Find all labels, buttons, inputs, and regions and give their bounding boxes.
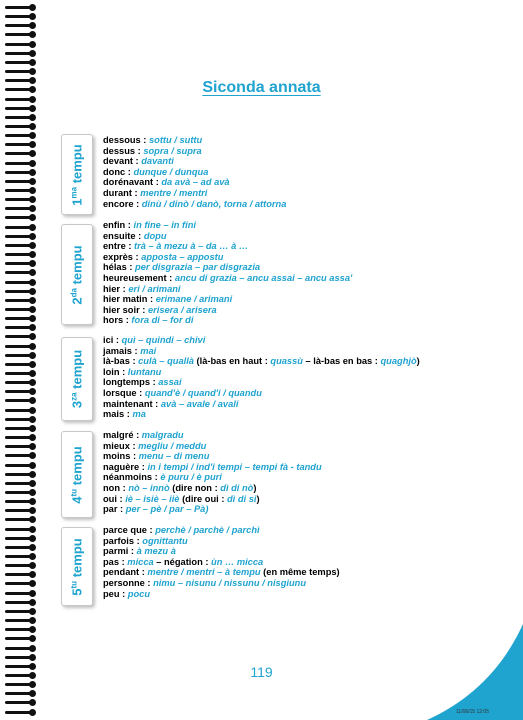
corsican-translation: dopu (143, 230, 167, 241)
spiral-ring (3, 646, 35, 651)
vocab-row (103, 356, 503, 367)
french-term: moins : (103, 451, 139, 462)
spiral-ring (3, 325, 35, 330)
corsican-translation: parchè (193, 525, 224, 535)
vocab-row (103, 494, 503, 505)
spiral-ring (3, 115, 35, 120)
spiral-ring (3, 572, 35, 577)
spiral-ring (3, 563, 35, 568)
corsican-translation: avà – avale (160, 398, 210, 409)
corner-triangle-decoration (413, 610, 523, 720)
corsican-translation: parchì (231, 525, 260, 535)
spiral-ring (3, 161, 35, 166)
french-term: mieux : (103, 440, 139, 451)
corsican-translation: ùn … micca (211, 556, 264, 567)
corsican-translation: danò, torna (196, 198, 248, 209)
vocab-row (103, 377, 503, 388)
corsican-translation: ma (132, 409, 146, 420)
french-term: pas : (103, 556, 128, 567)
french-term: oui : (103, 493, 126, 504)
corsican-translation: / (178, 304, 187, 315)
spiral-ring (3, 618, 35, 623)
spiral-ring (3, 426, 35, 431)
corsican-translation: erisera (147, 304, 179, 315)
french-term: ensuite : (103, 230, 144, 241)
vocab-row (103, 284, 503, 295)
french-term: devant : (103, 156, 142, 167)
vocab-row (103, 273, 503, 284)
corsican-translation: nissunu (223, 577, 260, 588)
vocab-row (103, 146, 503, 157)
vocab-row (103, 578, 503, 589)
section-tab-label: $4^{tu}$ tempu (69, 445, 85, 504)
section-tab-label: $2^{da}$ tempu (69, 244, 85, 305)
corsican-translation: dinù (141, 198, 162, 209)
print-stamp: 11/06/15 12:05 (456, 709, 489, 715)
corsican-translation: ind'i tempi – tempi fà - tandu (196, 461, 322, 472)
french-term: non : (103, 482, 129, 493)
spiral-ring (3, 215, 35, 220)
corsican-translation: nisgiunu (267, 577, 306, 588)
vocab-row (103, 430, 503, 441)
corsican-translation: fora di – for di (131, 315, 194, 326)
french-term: (en même temps) (260, 567, 340, 578)
french-term: ici : (103, 335, 122, 345)
corsican-translation: / (180, 387, 188, 398)
vocab-row (103, 156, 503, 167)
french-term: maintenant : (103, 398, 161, 409)
spiral-ring (3, 124, 35, 129)
french-term: donc : (103, 166, 134, 177)
corsican-translation: ognittantu (142, 535, 188, 546)
vocab-row (103, 525, 503, 536)
corsican-translation: erimane (155, 294, 192, 305)
french-term: là-bas : (103, 356, 139, 367)
spiral-ring (3, 408, 35, 413)
spiral-ring (3, 453, 35, 458)
spiral-ring (3, 170, 35, 175)
spiral-ring (3, 499, 35, 504)
corsican-translation: quandu (228, 387, 262, 398)
spiral-ring (3, 225, 35, 230)
corsican-translation: / (171, 187, 179, 198)
spiral-ring (3, 627, 35, 632)
french-term: dorénavant : (103, 177, 162, 188)
section-tab-2 (61, 224, 93, 325)
corsican-translation: / (188, 461, 196, 472)
corsican-translation: supra (176, 145, 202, 156)
corsican-translation: / (223, 525, 232, 535)
vocab-row (103, 188, 503, 199)
section-tab-1 (61, 134, 93, 215)
corsican-translation: meddu (175, 440, 207, 451)
french-term: naguère : (103, 461, 148, 472)
spiral-ring (3, 42, 35, 47)
corsican-translation: / (167, 166, 175, 177)
corsican-translation: malgradu (141, 430, 184, 440)
spiral-ring (3, 508, 35, 513)
spiral-ring (3, 600, 35, 605)
french-term: hier matin : (103, 294, 156, 305)
spiral-ring (3, 554, 35, 559)
spiral-ring (3, 334, 35, 339)
vocab-row (103, 546, 503, 557)
french-term: parce que : (103, 525, 156, 535)
corsican-translation: assai (158, 377, 182, 388)
french-term: hors : (103, 315, 132, 326)
spiral-ring (3, 5, 35, 10)
spiral-ring (3, 188, 35, 193)
corsican-translation: megliu (138, 440, 169, 451)
corsican-translation: sopra (143, 145, 169, 156)
french-term: (dire oui : (179, 493, 227, 504)
french-term: – négation : (153, 556, 212, 567)
spiral-ring (3, 609, 35, 614)
spiral-ring (3, 142, 35, 147)
vocab-row (103, 483, 503, 494)
french-term: ) (256, 493, 260, 504)
spiral-ring (3, 700, 35, 705)
spiral-ring (3, 243, 35, 248)
vocab-row (103, 504, 503, 515)
vocab-row (103, 346, 503, 357)
vocab-list-2 (103, 220, 503, 326)
french-term: (dire non : (169, 482, 221, 493)
corsican-translation: quand'i (187, 387, 221, 398)
corsican-translation: mai (140, 345, 157, 356)
french-term: par : (103, 504, 126, 515)
french-term: hier soir : (103, 304, 148, 315)
corsican-translation: mentre (147, 567, 179, 578)
french-term: – là-bas en bas : (302, 356, 381, 367)
corsican-translation: / (139, 283, 148, 294)
spiral-ring (3, 60, 35, 65)
spiral-ring (3, 362, 35, 367)
corsican-translation: per – pè (125, 504, 162, 515)
spiral-ring (3, 206, 35, 211)
french-term: durant : (103, 187, 141, 198)
page-number: 119 (250, 664, 273, 680)
corsican-translation: dì di sì (227, 493, 257, 504)
spiral-ring (3, 97, 35, 102)
spiral-ring (3, 591, 35, 596)
spiral-ring (3, 527, 35, 532)
corsican-translation: mentre (140, 187, 172, 198)
vocab-row (103, 231, 503, 242)
vocab-row (103, 305, 503, 316)
corsican-translation: / (216, 577, 224, 588)
vocab-row (103, 557, 503, 568)
spiral-ring (3, 655, 35, 660)
spiral-ring (3, 398, 35, 403)
corsican-translation: / (178, 567, 187, 578)
french-term: malgré : (103, 430, 142, 440)
corsican-translation: attorna (254, 198, 287, 209)
spiral-ring (3, 280, 35, 285)
corsican-translation: dì di nò (220, 482, 254, 493)
corsican-translation: è puri (196, 472, 222, 483)
vocab-row (103, 451, 503, 462)
section-tab-label: $5^{tu}$ tempu (69, 537, 85, 596)
spiral-ring (3, 490, 35, 495)
spiral-ring (3, 481, 35, 486)
corsican-translation: dunqua (174, 166, 209, 177)
french-term: peu : (103, 588, 128, 599)
corsican-translation: trà – à mezu à – da … à … (134, 241, 249, 252)
corsican-translation: davanti (141, 156, 174, 167)
corsican-translation: / (171, 135, 180, 145)
french-term: ) (253, 482, 257, 493)
french-term: longtemps : (103, 377, 159, 388)
french-term: lorsque : (103, 387, 145, 398)
vocab-row (103, 315, 503, 326)
french-term: exprès : (103, 251, 142, 262)
vocab-row (103, 536, 503, 547)
french-term: personne : (103, 577, 154, 588)
corsican-translation: dinò (169, 198, 189, 209)
vocab-row (103, 252, 503, 263)
vocab-list-3 (103, 335, 503, 420)
spiral-ring (3, 298, 35, 303)
corsican-translation: à mezu à (136, 546, 176, 557)
corsican-translation: quì – quindi – chivi (121, 335, 206, 345)
corsican-translation: quassù (270, 356, 303, 367)
corsican-translation: / (185, 525, 194, 535)
corsican-translation: / (247, 198, 255, 209)
vocab-list-1 (103, 135, 503, 209)
page-title: Siconda annata (202, 79, 321, 96)
vocab-row (103, 589, 503, 600)
corsican-translation: in i tempi (147, 461, 189, 472)
vocab-row (103, 409, 503, 420)
corsican-translation: quand'è (144, 387, 181, 398)
spiral-ring (3, 179, 35, 184)
spiral-ring (3, 353, 35, 358)
spiral-ring (3, 389, 35, 394)
vocab-list-4 (103, 430, 503, 515)
spiral-ring (3, 69, 35, 74)
french-term: entre : (103, 241, 134, 252)
corsican-translation: iè – isiè – iiè (125, 493, 180, 504)
french-term: encore : (103, 198, 142, 209)
corsican-translation: mentri – à tempu (186, 567, 261, 578)
corsican-translation: / (161, 198, 170, 209)
spiral-ring (3, 710, 35, 715)
spiral-ring (3, 472, 35, 477)
corsican-translation: luntanu (127, 366, 162, 377)
corsican-translation: / (188, 472, 197, 483)
corsican-translation: da avà – ad avà (161, 177, 230, 188)
corsican-translation: arimani (147, 283, 181, 294)
spiral-ring (3, 463, 35, 468)
corsican-translation: / (259, 577, 268, 588)
spiral-ring (3, 380, 35, 385)
vocab-row (103, 167, 503, 178)
corsican-translation: eri (128, 283, 140, 294)
spiral-ring (3, 106, 35, 111)
vocab-row (103, 220, 503, 231)
corsican-translation: / (188, 198, 197, 209)
corsican-translation: / (220, 387, 229, 398)
french-term: dessus : (103, 145, 144, 156)
vocab-row (103, 199, 503, 210)
vocab-row (103, 462, 503, 473)
spiral-ring (3, 23, 35, 28)
vocab-list-5 (103, 525, 503, 599)
vocab-row (103, 241, 503, 252)
section-tab-label: $1^{ma}$ tempu (69, 143, 85, 206)
vocab-row (103, 294, 503, 305)
spiral-ring (3, 417, 35, 422)
vocab-row (103, 335, 503, 346)
vocab-row (103, 472, 503, 483)
spiral-ring (3, 316, 35, 321)
corsican-translation: / (161, 504, 170, 515)
corsican-translation: micca (127, 556, 154, 567)
spiral-ring (3, 435, 35, 440)
spiral-ring (3, 270, 35, 275)
spiral-ring (3, 289, 35, 294)
french-term: mais : (103, 409, 133, 420)
french-term: néanmoins : (103, 472, 161, 483)
corsican-translation: culà – quallà (138, 356, 194, 367)
corsican-translation: arimani (199, 294, 233, 305)
corsican-translation: arisera (186, 304, 217, 315)
spiral-ring (3, 536, 35, 541)
spiral-ring (3, 344, 35, 349)
french-term: hélas : (103, 262, 136, 273)
section-tab-4 (61, 431, 93, 518)
corsican-translation: dunque (133, 166, 168, 177)
corsican-translation: quaghjò (380, 356, 417, 367)
spiral-ring (3, 252, 35, 257)
vocab-row (103, 262, 503, 273)
corsican-translation: in fine – in fini (133, 220, 196, 230)
spiral-ring (3, 636, 35, 641)
corsican-translation: ancu di grazia – ancu assai – ancu assa' (174, 272, 353, 283)
french-term: enfin : (103, 220, 134, 230)
spiral-ring (3, 51, 35, 56)
spiral-ring (3, 581, 35, 586)
spiral-ring (3, 133, 35, 138)
spiral-ring (3, 197, 35, 202)
spiral-ring (3, 307, 35, 312)
corsican-translation: mentri (178, 187, 208, 198)
corsican-translation: / (168, 440, 176, 451)
french-term: hier : (103, 283, 129, 294)
spiral-binding (0, 0, 44, 720)
french-term: jamais : (103, 345, 141, 356)
section-tab-label: $3^{za}$ tempu (69, 349, 85, 409)
spiral-ring (3, 517, 35, 522)
vocab-row (103, 367, 503, 378)
corsican-translation: pocu (127, 588, 151, 599)
vocab-row (103, 567, 503, 578)
spiral-ring (3, 444, 35, 449)
french-term: parmi : (103, 546, 137, 557)
spiral-ring (3, 151, 35, 156)
corsican-translation: / (191, 294, 200, 305)
corsican-translation: par – Pà) (169, 504, 209, 515)
french-term: parfois : (103, 535, 143, 546)
corsican-translation: nimu – nisunu (153, 577, 217, 588)
french-term: dessous : (103, 135, 149, 145)
corsican-translation: / (209, 398, 218, 409)
vocab-row (103, 441, 503, 452)
vocab-row (103, 177, 503, 188)
corsican-translation: avali (217, 398, 239, 409)
vocab-row (103, 399, 503, 410)
section-tab-5 (61, 527, 93, 606)
vocab-row (103, 135, 503, 146)
spiral-ring (3, 14, 35, 19)
section-tab-3 (61, 337, 93, 421)
spiral-ring (3, 32, 35, 37)
page-title-wrap (0, 79, 523, 97)
spiral-ring (3, 682, 35, 687)
corsican-translation: / (168, 145, 177, 156)
spiral-ring (3, 691, 35, 696)
french-term: loin : (103, 366, 128, 377)
corsican-translation: per disgrazia – par disgrazia (135, 262, 261, 273)
french-term: (là-bas en haut : (193, 356, 271, 367)
spiral-ring (3, 545, 35, 550)
french-term: ) (416, 356, 420, 367)
french-term: pendant : (103, 567, 148, 578)
corsican-translation: sottu (148, 135, 172, 145)
corsican-translation: suttu (179, 135, 203, 145)
corsican-translation: perchè (155, 525, 186, 535)
spiral-ring (3, 261, 35, 266)
corsican-translation: apposta – appostu (141, 251, 224, 262)
corsican-translation: è puru (160, 472, 189, 483)
french-term: heureusement : (103, 272, 175, 283)
corsican-translation: nò – innò (128, 482, 170, 493)
vocab-row (103, 388, 503, 399)
spiral-ring (3, 371, 35, 376)
spiral-ring (3, 234, 35, 239)
corsican-translation: menu – di menu (138, 451, 210, 462)
